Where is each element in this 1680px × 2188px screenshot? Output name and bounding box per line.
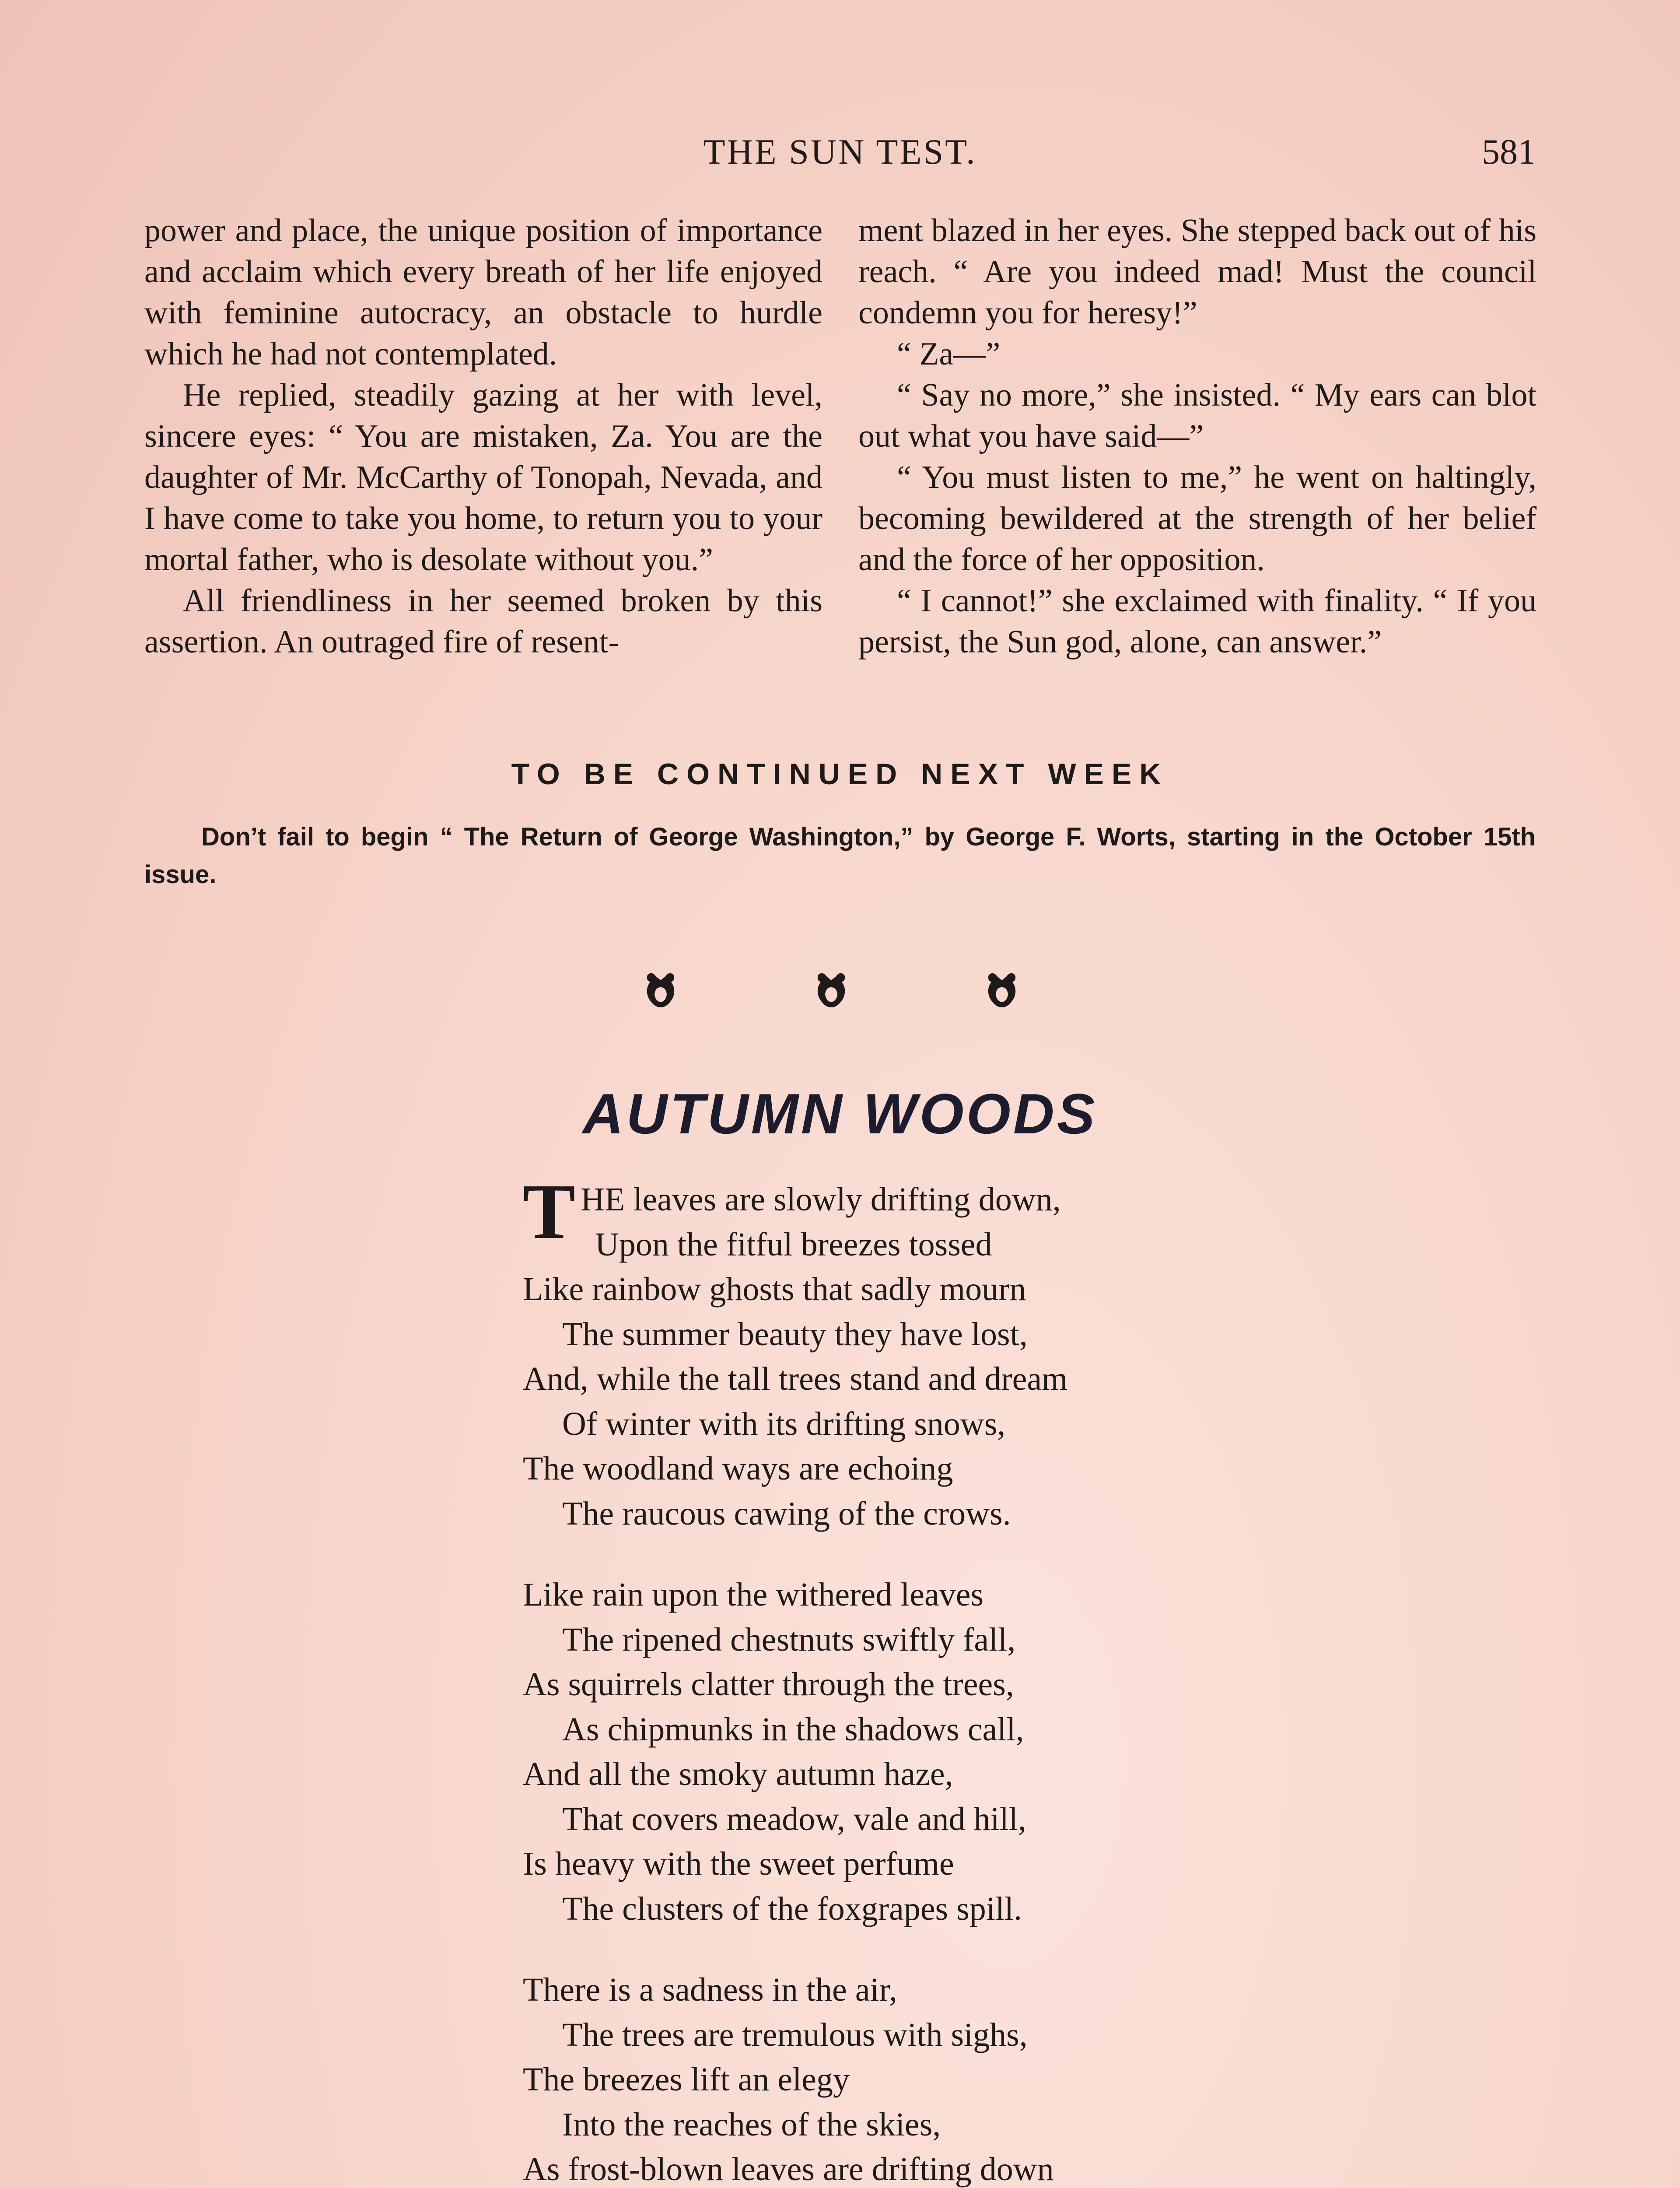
paragraph: power and place, the unique position of importance and acclaim which every breath of her life enjoyed with feminine autocracy, an obstacle to hurdle which he had not contemplated. <box>144 213 822 372</box>
poem-line: And, while the tall trees stand and dream <box>523 1360 1068 1397</box>
poem-line: As chipmunks in the shadows call, <box>562 1711 1024 1748</box>
poem-line: Like rainbow ghosts that sadly mourn <box>523 1271 1026 1308</box>
poem-line: Upon the fitful breezes tossed <box>595 1226 992 1263</box>
poem-line: As frost-blown leaves are drifting down <box>523 2151 1054 2188</box>
poem <box>523 1168 1485 2188</box>
paragraph: “ I cannot!” she exclaimed with finality. “ If you persist, the Sun god, alone, can answer.” <box>858 583 1536 660</box>
poem-title: AUTUMN WOODS <box>582 1082 1098 1146</box>
poem-line: And all the smoky autumn haze, <box>523 1756 953 1792</box>
next-story-notice: Don’t fail to begin “ The Return of George Washington,” by George F. Worts, starting in the October 15th issue. <box>144 823 1536 889</box>
poem-line: The summer beauty they have lost, <box>562 1315 1028 1353</box>
ornament-divider <box>612 967 1050 1015</box>
poem-line: Of winter with its drifting snows, <box>562 1405 1006 1442</box>
poem-line: The trees are tremulous with sighs, <box>562 2016 1028 2053</box>
paragraph: All friendliness in her seemed broken by this assertion. An outraged fire of resent- <box>144 583 822 660</box>
story-column-left <box>144 210 822 663</box>
paragraph: He replied, steadily gazing at her with level, sincere eyes: “ You are mistaken, Za. You are the daughter of Mr. McCarthy of Tonopah, Nevada, and I have come to take you home, to return you to your mortal father, who is desolate without you.” <box>144 377 822 578</box>
ornament-icon <box>980 967 1024 1011</box>
stanza-3 <box>523 1967 1485 2188</box>
running-title: THE SUN TEST. <box>703 132 977 172</box>
poem-line: The raucous cawing of the crows. <box>562 1495 1011 1532</box>
paragraph: “ You must listen to me,” he went on haltingly, becoming bewildered at the strength of her belief and the force of her opposition. <box>858 459 1536 578</box>
poem-line: As squirrels clatter through the trees, <box>523 1666 1014 1703</box>
poem-line: Is heavy with the sweet perfume <box>523 1845 954 1882</box>
ornament-icon <box>639 967 682 1011</box>
poem-line: Into the reaches of the skies, <box>562 2106 941 2143</box>
page-number: 581 <box>1482 132 1536 172</box>
running-head <box>144 131 1536 175</box>
stanza-1 <box>523 1168 1485 1536</box>
poem-line: The breezes lift an elegy <box>523 2061 850 2098</box>
continued-notice: TO BE CONTINUED NEXT WEEK <box>511 757 1169 791</box>
poem-line: There is a sadness in the air, <box>523 1971 897 2008</box>
poem-line: That covers meadow, vale and hill, <box>562 1800 1026 1837</box>
paragraph: ment blazed in her eyes. She stepped back out of his reach. “ Are you indeed mad! Must the council condemn you for heresy!” <box>858 213 1536 331</box>
poem-line: The woodland ways are echoing <box>523 1450 953 1487</box>
poem-line: The clusters of the foxgrapes spill. <box>562 1890 1022 1927</box>
poem-line: Like rain upon the withered leaves <box>523 1576 984 1613</box>
story-column-right <box>858 210 1536 663</box>
ornament-icon <box>809 967 853 1011</box>
paragraph: “ Za—” <box>897 336 1001 372</box>
stanza-2 <box>523 1572 1485 1931</box>
drop-cap: T <box>523 1168 576 1255</box>
poem-line: The ripened chestnuts swiftly fall, <box>562 1621 1016 1658</box>
paragraph: “ Say no more,” she insisted. “ My ears can blot out what you have said—” <box>858 377 1536 454</box>
poem-line: HE leaves are slowly drifting down, <box>581 1181 1061 1218</box>
